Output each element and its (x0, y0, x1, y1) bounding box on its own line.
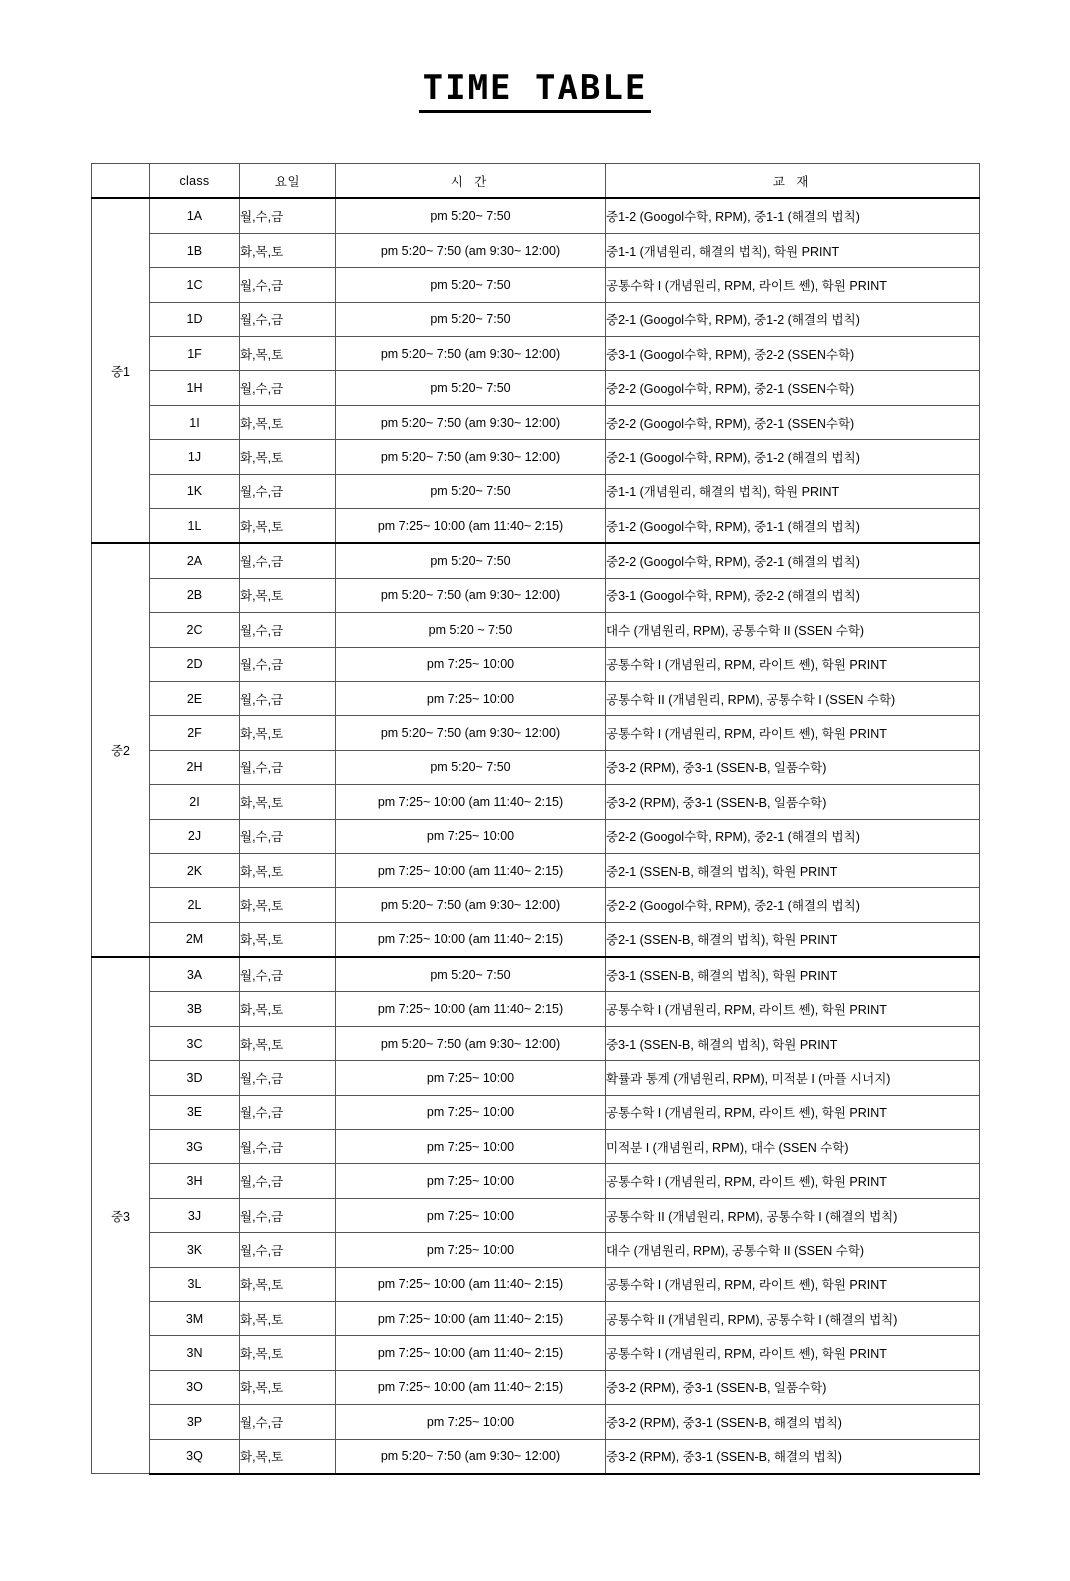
column-header-day: 요일 (240, 164, 336, 199)
class-textbooks: 중2-2 (Googol수학, RPM), 중2-1 (해결의 법칙) (606, 819, 980, 853)
class-textbooks: 중2-2 (Googol수학, RPM), 중2-1 (SSEN수학) (606, 405, 980, 439)
class-time: pm 7:25~ 10:00 (336, 1095, 606, 1129)
table-row (92, 268, 980, 302)
table-row (92, 337, 980, 371)
class-code: 2A (150, 543, 240, 578)
class-code: 1C (150, 268, 240, 302)
table-row (92, 1439, 980, 1474)
timetable-container (91, 163, 979, 1475)
class-time: pm 7:25~ 10:00 (336, 1130, 606, 1164)
class-time: pm 7:25~ 10:00 (am 11:40~ 2:15) (336, 853, 606, 887)
table-row (92, 750, 980, 784)
table-row (92, 302, 980, 336)
class-time: pm 5:20 ~ 7:50 (336, 613, 606, 647)
table-row (92, 233, 980, 267)
class-time: pm 5:20~ 7:50 (am 9:30~ 12:00) (336, 233, 606, 267)
class-textbooks: 중3-1 (SSEN-B, 해결의 법칙), 학원 PRINT (606, 957, 980, 992)
table-row (92, 474, 980, 508)
class-time: pm 5:20~ 7:50 (am 9:30~ 12:00) (336, 716, 606, 750)
grade-group-label: 중2 (92, 543, 150, 957)
class-textbooks: 중2-1 (Googol수학, RPM), 중1-2 (해결의 법칙) (606, 302, 980, 336)
class-code: 3O (150, 1370, 240, 1404)
class-time: pm 5:20~ 7:50 (336, 543, 606, 578)
class-time: pm 5:20~ 7:50 (am 9:30~ 12:00) (336, 1439, 606, 1474)
table-row (92, 1267, 980, 1301)
class-days: 월,수,금 (240, 819, 336, 853)
class-textbooks: 공통수학 II (개념원리, RPM), 공통수학 I (SSEN 수학) (606, 681, 980, 715)
class-code: 3D (150, 1061, 240, 1095)
class-textbooks: 중3-1 (Googol수학, RPM), 중2-2 (해결의 법칙) (606, 578, 980, 612)
table-row (92, 371, 980, 405)
column-header-group (92, 164, 150, 199)
class-code: 1K (150, 474, 240, 508)
table-row (92, 1370, 980, 1404)
table-row (92, 440, 980, 474)
class-time: pm 5:20~ 7:50 (336, 302, 606, 336)
class-time: pm 5:20~ 7:50 (am 9:30~ 12:00) (336, 440, 606, 474)
class-textbooks: 중2-2 (Googol수학, RPM), 중2-1 (SSEN수학) (606, 371, 980, 405)
table-row (92, 922, 980, 957)
class-textbooks: 확률과 통계 (개념원리, RPM), 미적분 I (마플 시너지) (606, 1061, 980, 1095)
class-days: 화,목,토 (240, 888, 336, 922)
class-days: 화,목,토 (240, 922, 336, 957)
class-textbooks: 중1-1 (개념원리, 해결의 법칙), 학원 PRINT (606, 233, 980, 267)
class-code: 3H (150, 1164, 240, 1198)
class-days: 월,수,금 (240, 613, 336, 647)
table-row (92, 1198, 980, 1232)
class-textbooks: 중2-1 (Googol수학, RPM), 중1-2 (해결의 법칙) (606, 440, 980, 474)
column-header-time: 시 간 (336, 164, 606, 199)
class-code: 2L (150, 888, 240, 922)
class-time: pm 5:20~ 7:50 (am 9:30~ 12:00) (336, 1026, 606, 1060)
table-row (92, 853, 980, 887)
class-code: 1L (150, 509, 240, 544)
class-textbooks: 중3-2 (RPM), 중3-1 (SSEN-B, 해결의 법칙) (606, 1405, 980, 1439)
table-row (92, 957, 980, 992)
class-textbooks: 공통수학 I (개념원리, RPM, 라이트 쎈), 학원 PRINT (606, 268, 980, 302)
class-days: 월,수,금 (240, 1095, 336, 1129)
class-time: pm 7:25~ 10:00 (am 11:40~ 2:15) (336, 922, 606, 957)
table-row (92, 1405, 980, 1439)
class-time: pm 5:20~ 7:50 (336, 198, 606, 233)
class-code: 3G (150, 1130, 240, 1164)
class-textbooks: 중3-1 (Googol수학, RPM), 중2-2 (SSEN수학) (606, 337, 980, 371)
table-row (92, 613, 980, 647)
table-row (92, 681, 980, 715)
table-header (92, 164, 980, 199)
class-textbooks: 중3-2 (RPM), 중3-1 (SSEN-B, 해결의 법칙) (606, 1439, 980, 1474)
class-time: pm 5:20~ 7:50 (336, 750, 606, 784)
class-code: 3C (150, 1026, 240, 1060)
class-code: 2E (150, 681, 240, 715)
class-code: 1A (150, 198, 240, 233)
class-time: pm 7:25~ 10:00 (am 11:40~ 2:15) (336, 1301, 606, 1335)
table-row (92, 1336, 980, 1370)
table-row (92, 1061, 980, 1095)
class-code: 1F (150, 337, 240, 371)
class-textbooks: 중2-1 (SSEN-B, 해결의 법칙), 학원 PRINT (606, 853, 980, 887)
class-code: 3Q (150, 1439, 240, 1474)
timetable (91, 163, 980, 1475)
table-row (92, 1130, 980, 1164)
class-days: 화,목,토 (240, 1267, 336, 1301)
column-header-book: 교 재 (606, 164, 980, 199)
class-time: pm 5:20~ 7:50 (336, 957, 606, 992)
class-days: 월,수,금 (240, 1061, 336, 1095)
class-code: 1I (150, 405, 240, 439)
class-time: pm 7:25~ 10:00 (am 11:40~ 2:15) (336, 1370, 606, 1404)
class-time: pm 5:20~ 7:50 (am 9:30~ 12:00) (336, 337, 606, 371)
class-days: 월,수,금 (240, 371, 336, 405)
table-row (92, 819, 980, 853)
class-days: 화,목,토 (240, 1370, 336, 1404)
class-textbooks: 공통수학 I (개념원리, RPM, 라이트 쎈), 학원 PRINT (606, 1267, 980, 1301)
class-code: 2F (150, 716, 240, 750)
class-time: pm 7:25~ 10:00 (am 11:40~ 2:15) (336, 1336, 606, 1370)
class-time: pm 7:25~ 10:00 (336, 1164, 606, 1198)
class-days: 화,목,토 (240, 1439, 336, 1474)
class-days: 화,목,토 (240, 785, 336, 819)
class-textbooks: 대수 (개념원리, RPM), 공통수학 II (SSEN 수학) (606, 613, 980, 647)
class-code: 3L (150, 1267, 240, 1301)
class-textbooks: 중2-2 (Googol수학, RPM), 중2-1 (해결의 법칙) (606, 543, 980, 578)
table-row (92, 1301, 980, 1335)
class-time: pm 7:25~ 10:00 (336, 681, 606, 715)
class-textbooks: 공통수학 I (개념원리, RPM, 라이트 쎈), 학원 PRINT (606, 1095, 980, 1129)
class-time: pm 7:25~ 10:00 (336, 819, 606, 853)
class-textbooks: 공통수학 II (개념원리, RPM), 공통수학 I (해결의 법칙) (606, 1198, 980, 1232)
class-textbooks: 공통수학 I (개념원리, RPM, 라이트 쎈), 학원 PRINT (606, 1336, 980, 1370)
class-code: 1D (150, 302, 240, 336)
page-title-text: TIME TABLE (419, 69, 652, 113)
document-page (0, 68, 1070, 1581)
class-time: pm 5:20~ 7:50 (336, 268, 606, 302)
class-code: 3M (150, 1301, 240, 1335)
class-code: 2D (150, 647, 240, 681)
class-time: pm 7:25~ 10:00 (336, 1405, 606, 1439)
table-row (92, 888, 980, 922)
class-code: 3E (150, 1095, 240, 1129)
class-textbooks: 중1-1 (개념원리, 해결의 법칙), 학원 PRINT (606, 474, 980, 508)
class-code: 3B (150, 992, 240, 1026)
class-time: pm 5:20~ 7:50 (336, 371, 606, 405)
class-code: 2K (150, 853, 240, 887)
class-days: 화,목,토 (240, 992, 336, 1026)
class-days: 월,수,금 (240, 302, 336, 336)
class-time: pm 5:20~ 7:50 (336, 474, 606, 508)
class-days: 월,수,금 (240, 1130, 336, 1164)
class-days: 월,수,금 (240, 647, 336, 681)
table-header-row (92, 164, 980, 199)
class-textbooks: 공통수학 I (개념원리, RPM, 라이트 쎈), 학원 PRINT (606, 647, 980, 681)
class-time: pm 7:25~ 10:00 (336, 1198, 606, 1232)
class-days: 화,목,토 (240, 509, 336, 544)
table-body (92, 198, 980, 1473)
class-days: 화,목,토 (240, 578, 336, 612)
class-time: pm 5:20~ 7:50 (am 9:30~ 12:00) (336, 578, 606, 612)
table-row (92, 1233, 980, 1267)
class-days: 월,수,금 (240, 198, 336, 233)
class-days: 화,목,토 (240, 716, 336, 750)
class-code: 2M (150, 922, 240, 957)
class-days: 월,수,금 (240, 681, 336, 715)
table-row (92, 198, 980, 233)
class-textbooks: 중3-2 (RPM), 중3-1 (SSEN-B, 일품수학) (606, 785, 980, 819)
class-time: pm 7:25~ 10:00 (am 11:40~ 2:15) (336, 992, 606, 1026)
table-row (92, 992, 980, 1026)
table-row (92, 543, 980, 578)
class-days: 화,목,토 (240, 1336, 336, 1370)
class-days: 월,수,금 (240, 268, 336, 302)
class-code: 3J (150, 1198, 240, 1232)
class-code: 2C (150, 613, 240, 647)
class-days: 화,목,토 (240, 233, 336, 267)
class-textbooks: 중3-2 (RPM), 중3-1 (SSEN-B, 일품수학) (606, 750, 980, 784)
class-code: 3N (150, 1336, 240, 1370)
class-code: 3K (150, 1233, 240, 1267)
class-textbooks: 미적분 I (개념원리, RPM), 대수 (SSEN 수학) (606, 1130, 980, 1164)
table-row (92, 1164, 980, 1198)
class-code: 1B (150, 233, 240, 267)
class-textbooks: 대수 (개념원리, RPM), 공통수학 II (SSEN 수학) (606, 1233, 980, 1267)
table-row (92, 1026, 980, 1060)
class-time: pm 5:20~ 7:50 (am 9:30~ 12:00) (336, 888, 606, 922)
table-row (92, 785, 980, 819)
class-days: 월,수,금 (240, 750, 336, 784)
class-textbooks: 공통수학 I (개념원리, RPM, 라이트 쎈), 학원 PRINT (606, 992, 980, 1026)
class-time: pm 7:25~ 10:00 (336, 647, 606, 681)
class-days: 화,목,토 (240, 1026, 336, 1060)
table-row (92, 716, 980, 750)
class-code: 2H (150, 750, 240, 784)
page-title (0, 68, 1070, 113)
class-textbooks: 중1-2 (Googol수학, RPM), 중1-1 (해결의 법칙) (606, 198, 980, 233)
class-textbooks: 중3-1 (SSEN-B, 해결의 법칙), 학원 PRINT (606, 1026, 980, 1060)
table-row (92, 1095, 980, 1129)
class-textbooks: 중3-2 (RPM), 중3-1 (SSEN-B, 일품수학) (606, 1370, 980, 1404)
column-header-class: class (150, 164, 240, 199)
class-days: 월,수,금 (240, 1164, 336, 1198)
table-row (92, 405, 980, 439)
class-textbooks: 중2-2 (Googol수학, RPM), 중2-1 (해결의 법칙) (606, 888, 980, 922)
class-textbooks: 공통수학 II (개념원리, RPM), 공통수학 I (해결의 법칙) (606, 1301, 980, 1335)
class-textbooks: 공통수학 I (개념원리, RPM, 라이트 쎈), 학원 PRINT (606, 1164, 980, 1198)
class-days: 월,수,금 (240, 543, 336, 578)
class-days: 화,목,토 (240, 405, 336, 439)
class-code: 2B (150, 578, 240, 612)
class-code: 1J (150, 440, 240, 474)
class-days: 월,수,금 (240, 474, 336, 508)
class-time: pm 5:20~ 7:50 (am 9:30~ 12:00) (336, 405, 606, 439)
class-days: 화,목,토 (240, 1301, 336, 1335)
class-days: 화,목,토 (240, 440, 336, 474)
table-row (92, 578, 980, 612)
class-code: 2J (150, 819, 240, 853)
table-row (92, 647, 980, 681)
class-time: pm 7:25~ 10:00 (am 11:40~ 2:15) (336, 785, 606, 819)
class-time: pm 7:25~ 10:00 (336, 1061, 606, 1095)
class-days: 월,수,금 (240, 957, 336, 992)
class-days: 화,목,토 (240, 337, 336, 371)
class-days: 화,목,토 (240, 853, 336, 887)
class-time: pm 7:25~ 10:00 (am 11:40~ 2:15) (336, 1267, 606, 1301)
table-row (92, 509, 980, 544)
grade-group-label: 중1 (92, 198, 150, 543)
class-textbooks: 공통수학 I (개념원리, RPM, 라이트 쎈), 학원 PRINT (606, 716, 980, 750)
class-time: pm 7:25~ 10:00 (336, 1233, 606, 1267)
class-textbooks: 중2-1 (SSEN-B, 해결의 법칙), 학원 PRINT (606, 922, 980, 957)
grade-group-label: 중3 (92, 957, 150, 1474)
class-textbooks: 중1-2 (Googol수학, RPM), 중1-1 (해결의 법칙) (606, 509, 980, 544)
class-code: 3P (150, 1405, 240, 1439)
class-code: 3A (150, 957, 240, 992)
class-code: 1H (150, 371, 240, 405)
class-days: 월,수,금 (240, 1405, 336, 1439)
class-days: 월,수,금 (240, 1198, 336, 1232)
class-time: pm 7:25~ 10:00 (am 11:40~ 2:15) (336, 509, 606, 544)
class-code: 2I (150, 785, 240, 819)
class-days: 월,수,금 (240, 1233, 336, 1267)
